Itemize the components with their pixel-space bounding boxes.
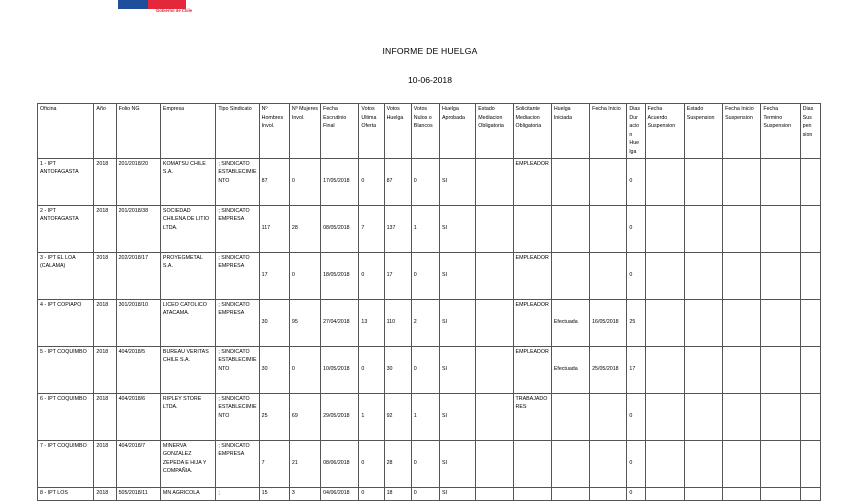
table-cell: SI (439, 299, 475, 346)
table-cell (645, 205, 684, 252)
column-header: Folio NG (116, 104, 160, 159)
table-row (38, 205, 821, 252)
table-cell: 69 (289, 393, 320, 440)
column-header: Nº Mujeres Invol. (289, 104, 320, 159)
table-cell (476, 205, 513, 252)
table-cell: SI (439, 393, 475, 440)
table-cell: 0 (359, 440, 384, 487)
table-cell: 30 (259, 299, 289, 346)
table-cell (551, 440, 589, 487)
table-cell: 2018 (94, 205, 116, 252)
logo-blue-block (118, 0, 148, 9)
table-cell (761, 205, 800, 252)
table-cell: 505/2018/11 (116, 487, 160, 500)
table-cell: 2018 (94, 393, 116, 440)
table-cell: 18 (384, 487, 411, 500)
column-header: Nº Hombres Invol. (259, 104, 289, 159)
table-cell (723, 158, 761, 205)
table-cell (551, 158, 589, 205)
table-cell: 1 (411, 393, 439, 440)
column-header: Huelga Aprobada (439, 104, 475, 159)
table-cell: 30 (384, 346, 411, 393)
table-cell (761, 346, 800, 393)
gobierno-logo (118, 0, 193, 14)
table-cell (645, 487, 684, 500)
table-cell (551, 205, 589, 252)
table-cell (590, 158, 627, 205)
table-cell (476, 158, 513, 205)
table-cell: MINERVA GONZALEZ ZEPEDA E HIJA Y COMPAÑIA. (160, 440, 215, 487)
table-cell (761, 299, 800, 346)
table-cell: 1 (411, 205, 439, 252)
table-cell: 0 (411, 158, 439, 205)
table-cell: 0 (627, 158, 645, 205)
table-cell (513, 440, 551, 487)
table-cell: 404/2018/7 (116, 440, 160, 487)
table-cell (761, 440, 800, 487)
table-cell (723, 346, 761, 393)
table-cell: EMPLEADOR (513, 158, 551, 205)
table-cell: 0 (359, 487, 384, 500)
table-cell: 0 (627, 440, 645, 487)
column-header: Fecha Escrutinio Final (321, 104, 359, 159)
table-cell: SI (439, 440, 475, 487)
table-cell (476, 487, 513, 500)
column-header: Solicitante Mediacion Obligatoria (513, 104, 551, 159)
table-cell (800, 252, 820, 299)
table-cell: 25/05/2018 (590, 346, 627, 393)
table-cell: 87 (384, 158, 411, 205)
table-cell: Efectuada (551, 299, 589, 346)
table-cell (590, 487, 627, 500)
table-row (38, 346, 821, 393)
table-cell (590, 205, 627, 252)
table-cell: 10/05/2018 (321, 346, 359, 393)
table-cell (684, 346, 722, 393)
table-cell: SOCIEDAD CHILENA DE LITIO LTDA. (160, 205, 215, 252)
table-cell: 0 (627, 205, 645, 252)
table-cell (551, 252, 589, 299)
table-cell (684, 440, 722, 487)
table-row (38, 158, 821, 205)
table-cell: 7 (259, 440, 289, 487)
column-header: Fecha Inicio (590, 104, 627, 159)
table-cell: 28 (384, 440, 411, 487)
table-cell: LICEO CATOLICO ATACAMA. (160, 299, 215, 346)
table-cell: ; SINDICATO ESTABLECIMIENTO (216, 158, 259, 205)
table-cell: 0 (289, 346, 320, 393)
table-cell: SI (439, 346, 475, 393)
column-header: Dias Dur acio n Hue lga (627, 104, 645, 159)
column-header: Votos Huelga (384, 104, 411, 159)
table-cell (684, 393, 722, 440)
table-cell (476, 440, 513, 487)
column-header: Dias Sus pen sion (800, 104, 820, 159)
table-cell (684, 487, 722, 500)
table-cell: 2018 (94, 252, 116, 299)
table-cell: 5 - IPT COQUIMBO (38, 346, 94, 393)
table-cell (645, 346, 684, 393)
table-cell: RIPLEY STORE LTDA. (160, 393, 215, 440)
table-row (38, 440, 821, 487)
table-cell (800, 158, 820, 205)
table-cell: 2 - IPT ANTOFAGASTA (38, 205, 94, 252)
table-cell: 17 (259, 252, 289, 299)
table-cell (476, 346, 513, 393)
column-header: Fecha Termino Suspension (761, 104, 800, 159)
table-cell: 04/06/2018 (321, 487, 359, 500)
table-cell: 7 - IPT COQUIMBO (38, 440, 94, 487)
table-cell: 0 (627, 487, 645, 500)
table-cell: 404/2018/5 (116, 346, 160, 393)
table-cell: 2018 (94, 440, 116, 487)
table-cell (684, 299, 722, 346)
table-cell: 0 (411, 440, 439, 487)
table-cell (513, 205, 551, 252)
table-cell: TRABAJADORES (513, 393, 551, 440)
table-cell: 0 (411, 346, 439, 393)
table-cell (590, 252, 627, 299)
table-cell (645, 299, 684, 346)
table-row (38, 252, 821, 299)
table-cell: 92 (384, 393, 411, 440)
table-cell: 29/05/2018 (321, 393, 359, 440)
table-cell: 1 - IPT ANTOFAGASTA (38, 158, 94, 205)
table-cell (684, 158, 722, 205)
table-cell: EMPLEADOR (513, 346, 551, 393)
table-cell: 201/2018/20 (116, 158, 160, 205)
table-cell: Efectuada (551, 346, 589, 393)
table-cell: 117 (259, 205, 289, 252)
table-cell: SI (439, 205, 475, 252)
table-cell (761, 158, 800, 205)
table-cell (761, 487, 800, 500)
table-cell: 95 (289, 299, 320, 346)
table-cell: 0 (411, 252, 439, 299)
table-cell (684, 205, 722, 252)
table-cell (513, 487, 551, 500)
table-cell: 0 (627, 393, 645, 440)
table-cell (723, 252, 761, 299)
table-cell (800, 299, 820, 346)
table-cell (590, 393, 627, 440)
table-cell: 0 (359, 252, 384, 299)
column-header: Estado Suspension (684, 104, 722, 159)
table-cell (645, 440, 684, 487)
table-cell: BUREAU VERITAS CHILE S.A. (160, 346, 215, 393)
table-cell: 87 (259, 158, 289, 205)
table-cell (723, 440, 761, 487)
logo-text: Gobierno de Chile (156, 8, 193, 13)
table-cell (723, 205, 761, 252)
table-cell (476, 393, 513, 440)
table-cell: ; SINDICATO EMPRESA (216, 440, 259, 487)
table-cell: ; SINDICATO ESTABLECIMIENTO (216, 393, 259, 440)
table-cell: 404/2018/6 (116, 393, 160, 440)
table-cell: 21 (289, 440, 320, 487)
table-cell: 137 (384, 205, 411, 252)
table-cell: 2018 (94, 158, 116, 205)
table-cell: EMPLEADOR (513, 299, 551, 346)
table-cell: 16/05/2018 (590, 299, 627, 346)
table-cell: ; (216, 487, 259, 500)
column-header: Estado Mediacion Obligatoria (476, 104, 513, 159)
table-cell: SI (439, 158, 475, 205)
table-cell: 201/2018/38 (116, 205, 160, 252)
table-cell: 2018 (94, 487, 116, 500)
table-cell (551, 393, 589, 440)
table-cell: 301/2018/10 (116, 299, 160, 346)
report-title: INFORME DE HUELGA (382, 46, 478, 56)
table-cell (761, 393, 800, 440)
table-cell: 27/04/2018 (321, 299, 359, 346)
table-cell: SI (439, 487, 475, 500)
table-row (38, 393, 821, 440)
table-cell: 2018 (94, 346, 116, 393)
table-cell: MN AGRICOLA (160, 487, 215, 500)
table-cell: 4 - IPT COPIAPO (38, 299, 94, 346)
table-cell: 17/05/2018 (321, 158, 359, 205)
table-cell: 0 (627, 252, 645, 299)
table-cell (645, 252, 684, 299)
table-cell: 25 (259, 393, 289, 440)
table-cell: 0 (359, 346, 384, 393)
table-cell: 30 (259, 346, 289, 393)
table-cell (476, 299, 513, 346)
strike-report-table (37, 103, 821, 501)
table-cell: PROYEGMETAL S.A. (160, 252, 215, 299)
table-cell (684, 252, 722, 299)
table-cell (800, 393, 820, 440)
table-cell: KOMATSU CHILE S.A. (160, 158, 215, 205)
table-cell: 0 (289, 158, 320, 205)
table-cell (645, 393, 684, 440)
table-cell: 28 (289, 205, 320, 252)
column-header: Huelga Iniciada (551, 104, 589, 159)
table-cell: 17 (627, 346, 645, 393)
table-cell: 3 (289, 487, 320, 500)
table-cell: 0 (411, 487, 439, 500)
table-cell (761, 252, 800, 299)
table-row (38, 299, 821, 346)
table-cell (800, 440, 820, 487)
table-cell (551, 487, 589, 500)
report-date: 10-06-2018 (408, 75, 452, 85)
table-cell: 2018 (94, 299, 116, 346)
table-cell: ; SINDICATO EMPRESA (216, 205, 259, 252)
table-cell: 7 (359, 205, 384, 252)
table-cell (645, 158, 684, 205)
table-cell: 3 - IPT EL LOA (CALAMA) (38, 252, 94, 299)
table-cell: 15 (259, 487, 289, 500)
table-cell: 202/2018/17 (116, 252, 160, 299)
table-cell: 17 (384, 252, 411, 299)
table-cell: ; SINDICATO EMPRESA (216, 252, 259, 299)
table-cell: 25 (627, 299, 645, 346)
table-cell: 08/06/2018 (321, 440, 359, 487)
column-header: Fecha Inicio Suspension (723, 104, 761, 159)
table-cell: 0 (359, 158, 384, 205)
table-cell (723, 299, 761, 346)
table-cell: EMPLEADOR (513, 252, 551, 299)
column-header: Empresa (160, 104, 215, 159)
table-cell: 13 (359, 299, 384, 346)
table-row (38, 487, 821, 500)
table-cell (800, 205, 820, 252)
table-cell (476, 252, 513, 299)
column-header: Tipo Sindicato (216, 104, 259, 159)
table-cell: 0 (289, 252, 320, 299)
table-cell (723, 393, 761, 440)
table-cell: 110 (384, 299, 411, 346)
table-cell: SI (439, 252, 475, 299)
column-header: Votos Ultima Oferta (359, 104, 384, 159)
table-cell: 6 - IPT COQUIMBO (38, 393, 94, 440)
table-cell (800, 487, 820, 500)
table-cell (723, 487, 761, 500)
table-cell: 1 (359, 393, 384, 440)
column-header: Fecha Acuerdo Suspension (645, 104, 684, 159)
table-cell: 08/05/2018 (321, 205, 359, 252)
column-header: Año (94, 104, 116, 159)
table-cell: 2 (411, 299, 439, 346)
column-header: Oficina (38, 104, 94, 159)
table-cell (590, 440, 627, 487)
table-cell: 8 - IPT LOS (38, 487, 94, 500)
table-cell: ; SINDICATO ESTABLECIMIENTO (216, 346, 259, 393)
column-header: Votos Nulos o Blancos (411, 104, 439, 159)
table-cell: 18/05/2018 (321, 252, 359, 299)
table-cell: ; SINDICATO EMPRESA (216, 299, 259, 346)
header-row (38, 104, 821, 159)
table-cell (800, 346, 820, 393)
